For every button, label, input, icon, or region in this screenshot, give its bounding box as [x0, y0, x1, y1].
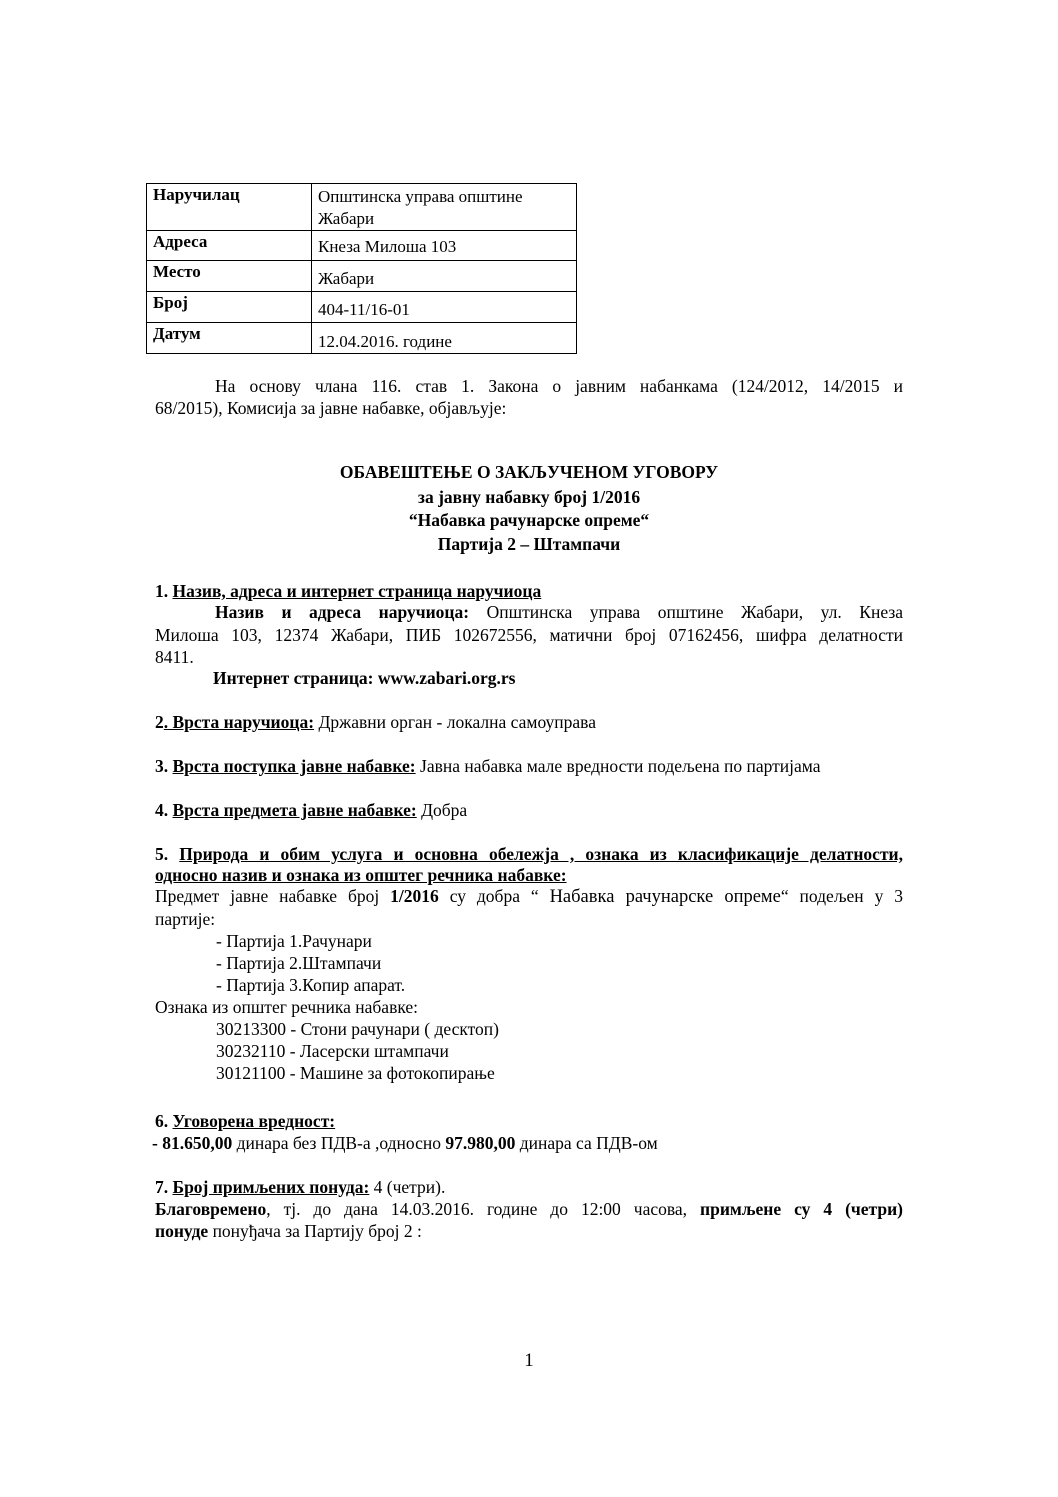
section-4 — [155, 799, 467, 821]
text-part: Предмет јавне набавке број — [155, 886, 391, 906]
info-value: Општинска управа општине Жабари — [312, 184, 577, 231]
table-row — [147, 323, 577, 354]
cpv-code: 30121100 - Машине за фотокопирање — [216, 1063, 495, 1083]
section-1-line-1 — [155, 601, 903, 623]
section-1-line-2: Милоша 103, 12374 Жабари, ПИБ 102672556, матични број 07162456, шифра делатности — [155, 625, 903, 645]
cpv-code: 30232110 - Ласерски штампачи — [216, 1041, 449, 1061]
info-value: 12.04.2016. године — [312, 323, 577, 354]
notice-title: ОБАВЕШТЕЊЕ О ЗАКЉУЧЕНОМ УГОВОРУ — [339, 462, 719, 482]
section-number: 4. — [155, 800, 173, 820]
info-table — [146, 183, 577, 354]
section-title: Врста поступка јавне набавке: — [172, 756, 416, 776]
section-2 — [155, 711, 596, 733]
text-bold: Благовремено — [155, 1199, 267, 1219]
value-without-vat: - 81.650,00 — [152, 1133, 233, 1153]
section-5-heading-1 — [155, 843, 903, 865]
section-5-text-1 — [155, 885, 903, 908]
page-number: 1 — [524, 1350, 534, 1371]
contract-value-line — [152, 1132, 658, 1154]
section-title: Назив, адреса и интернет страница наручиоца — [172, 581, 542, 601]
lot-name: Партија 2 – Штампачи — [437, 534, 621, 554]
section-text: Државни орган - локална самоуправа — [314, 712, 596, 732]
text-part: , тј. до дана 14.03.2016. године до 12:00 часова, — [266, 1199, 701, 1219]
section-1-line-3: 8411. — [155, 647, 194, 667]
section-title: Број примљених понуда: — [172, 1177, 370, 1197]
value-with-vat: 97.980,00 — [445, 1133, 516, 1153]
info-key: Адреса — [147, 231, 312, 261]
value-text: динара са ПДВ-ом — [515, 1133, 658, 1153]
section-7-line-3 — [155, 1220, 422, 1242]
lot-item: - Партија 1.Рачунари — [216, 931, 372, 951]
section-number: 3. — [155, 756, 173, 776]
section-title: Природа и обим услуга и основна обележја , ознака из класификације делатности, — [179, 844, 903, 864]
intro-line-2: 68/2015), Комисија за јавне набавке, објављује: — [155, 398, 507, 418]
website-line: Интернет страница: www.zabari.org.rs — [213, 668, 516, 688]
lot-item: - Партија 3.Копир апарат. — [216, 975, 406, 995]
section-text: Добра — [416, 800, 468, 820]
section-text: 4 (четри). — [369, 1177, 446, 1197]
table-row — [147, 261, 577, 292]
section-5-text-2: партије: — [155, 909, 216, 929]
cpv-code: 30213300 - Стони рачунари ( десктоп) — [216, 1019, 499, 1039]
text-bold: примљене су 4 (четри) — [700, 1199, 903, 1219]
table-row — [147, 231, 577, 261]
contracting-authority-label: Назив и адреса наручиоца: — [215, 602, 470, 622]
section-5-heading-2: односно назив и ознака из општег речника набавке: — [155, 865, 567, 885]
intro-line-1: На основу члана 116. став 1. Закона о јавним набанкама (124/2012, 14/2015 и — [215, 376, 903, 396]
procurement-title: Набавка рачунарске опреме — [549, 887, 781, 907]
info-value: Кнеза Милоша 103 — [312, 231, 577, 261]
info-key: Датум — [147, 323, 312, 354]
section-title: Врста предмета јавне набавке: — [172, 800, 417, 820]
info-key: Број — [147, 292, 312, 323]
section-number: 5. — [155, 844, 180, 864]
section-title: . Врста наручиоца: — [163, 712, 315, 732]
lot-item: - Партија 2.Штампачи — [216, 953, 382, 973]
section-7-heading — [155, 1176, 445, 1198]
codes-label: Ознака из општег речника набавке: — [155, 997, 419, 1017]
table-row — [147, 292, 577, 323]
section-text: Јавна набавка мале вредности подељена по партијама — [415, 756, 821, 776]
text-bold: понуде — [155, 1221, 209, 1241]
text-part: “ подељен у 3 — [780, 886, 903, 906]
section-6-heading — [155, 1110, 335, 1132]
info-value: 404-11/16-01 — [312, 292, 577, 323]
text-part: понуђача за Партију број 2 : — [208, 1221, 422, 1241]
procurement-name: “Набавка рачунарске опреме“ — [408, 510, 650, 530]
section-3 — [155, 755, 821, 777]
text-part: су добра “ — [438, 886, 550, 906]
notice-subtitle: за јавну набавку број 1/2016 — [417, 487, 641, 507]
info-key: Место — [147, 261, 312, 292]
section-number: 6. — [155, 1111, 173, 1131]
section-title: Уговорена вредност: — [172, 1111, 336, 1131]
info-key: Наручилац — [147, 184, 312, 231]
info-value: Жабари — [312, 261, 577, 292]
section-7-line-2 — [155, 1198, 903, 1220]
contracting-authority-text: Општинска управа општине Жабари, ул. Кнеза — [469, 602, 903, 622]
section-number: 2 — [155, 712, 164, 732]
procurement-number: 1/2016 — [390, 886, 439, 906]
section-number: 1. — [155, 581, 173, 601]
table-row — [147, 184, 577, 231]
section-1-heading — [155, 580, 541, 602]
section-number: 7. — [155, 1177, 173, 1197]
value-text: динара без ПДВ-а ,односно — [232, 1133, 446, 1153]
